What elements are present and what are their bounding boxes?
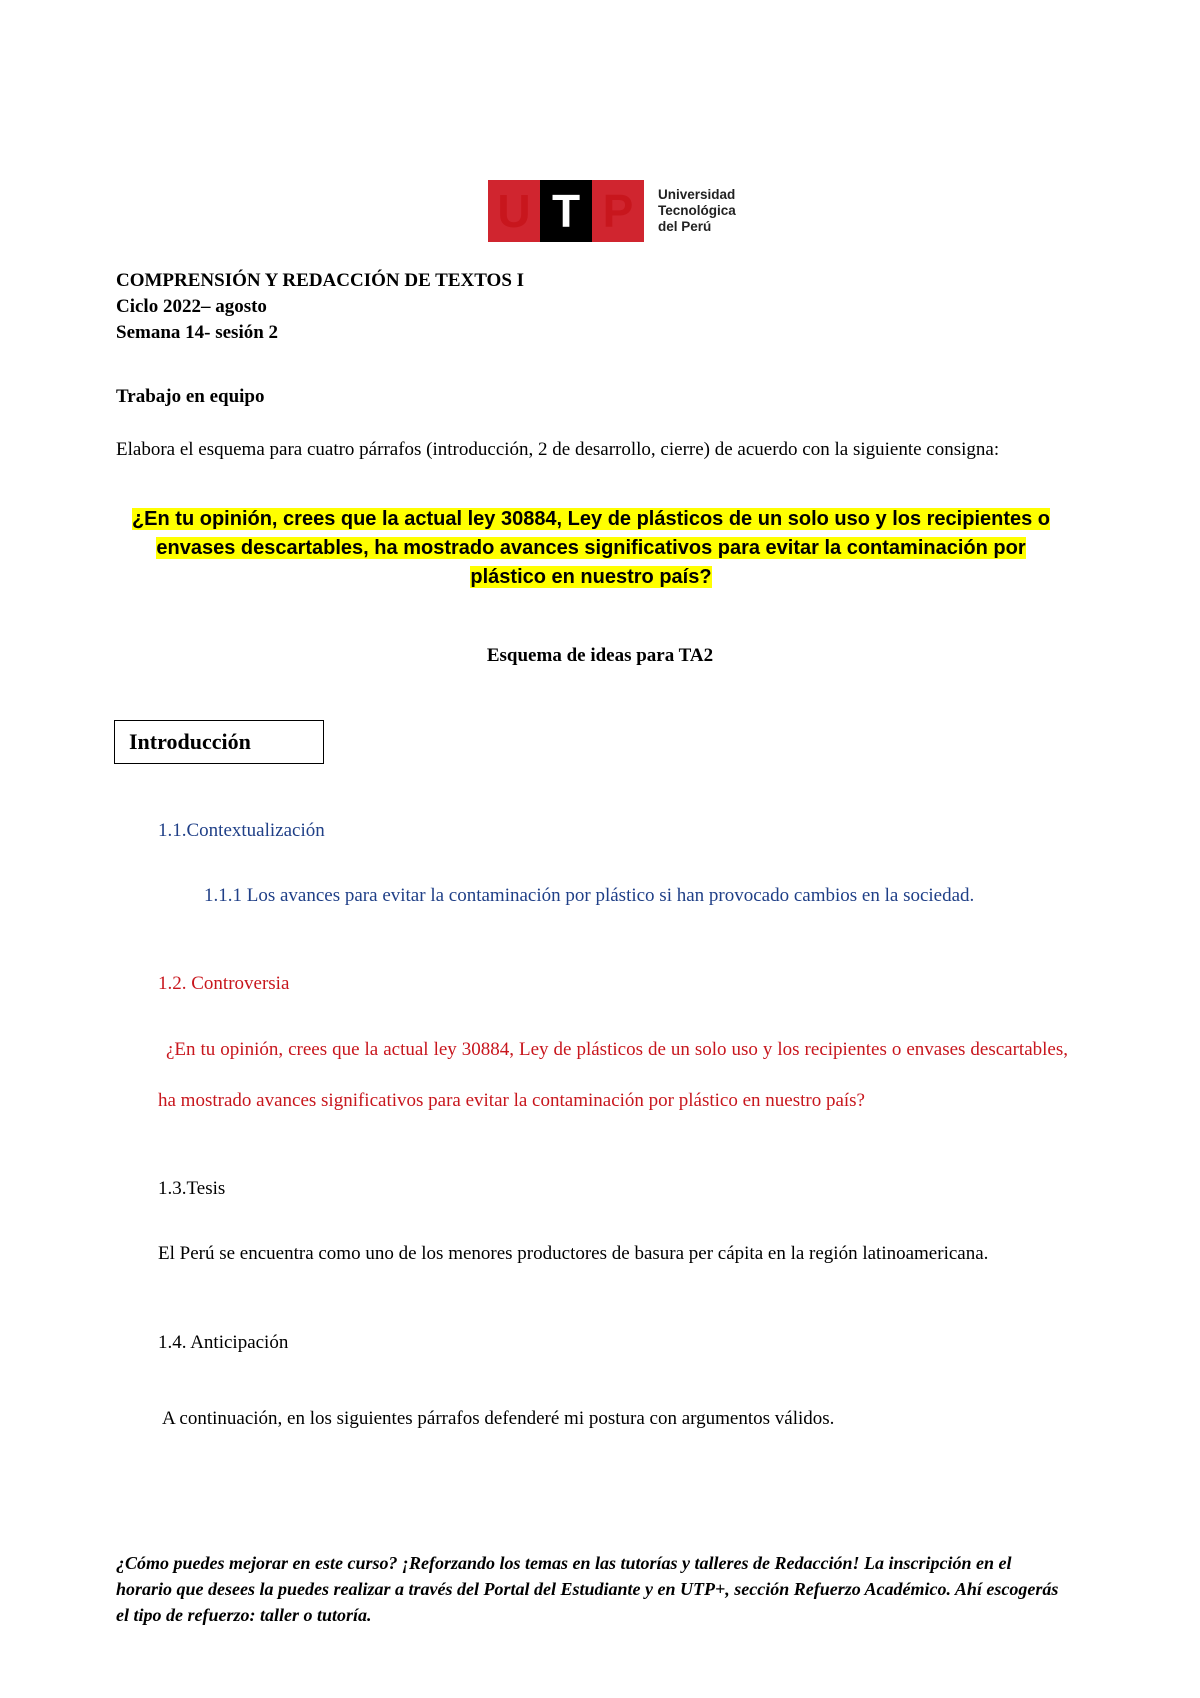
contextualization-heading: 1.1.Contextualización bbox=[158, 820, 325, 841]
week-label: Semana 14- sesión 2 bbox=[116, 322, 279, 343]
introduction-box: Introducción bbox=[114, 720, 324, 764]
logo-text bbox=[658, 187, 736, 235]
utp-logo bbox=[488, 180, 736, 242]
anticipation-heading: 1.4. Anticipación bbox=[158, 1332, 289, 1353]
logo-letter-t: T bbox=[540, 180, 592, 242]
logo-text-line3: del Perú bbox=[658, 219, 712, 234]
anticipation-text: A continuación, en los siguientes párrafos defenderé mi postura con argumentos válidos. bbox=[162, 1408, 835, 1429]
highlighted-question bbox=[116, 505, 1066, 592]
contextualization-point: 1.1.1 Los avances para evitar la contaminación por plástico si han provocado cambios en la sociedad. bbox=[204, 885, 975, 906]
instruction-text: Elabora el esquema para cuatro párrafos (introducción, 2 de desarrollo, cierre) de acuerdo con la siguiente consigna: bbox=[116, 439, 1000, 460]
thesis-heading: 1.3.Tesis bbox=[158, 1178, 226, 1199]
scheme-title: Esquema de ideas para TA2 bbox=[486, 645, 714, 666]
team-work-heading: Trabajo en equipo bbox=[116, 386, 265, 407]
controversy-text: ¿En tu opinión, crees que la actual ley 30884, Ley de plásticos de un solo uso y los recipientes o envases descartables, ha mostrado avances significativos para evitar la contaminación por plástico en nuestro país? bbox=[158, 1039, 1068, 1111]
question-text: ¿En tu opinión, crees que la actual ley 30884, Ley de plásticos de un solo uso y los recipientes o envases descartables, ha mostrado avances significativos para evitar la contaminación por plástico en nuestro país? bbox=[131, 508, 1051, 588]
logo-letter-p: P bbox=[592, 180, 644, 242]
logo-letter-u: U bbox=[488, 180, 540, 242]
logo-text-line1: Universidad bbox=[658, 187, 736, 202]
course-title: COMPRENSIÓN Y REDACCIÓN DE TEXTOS I bbox=[116, 270, 525, 291]
logo-text-line2: Tecnológica bbox=[658, 203, 736, 218]
thesis-text: El Perú se encuentra como uno de los menores productores de basura per cápita en la región latinoamericana. bbox=[158, 1243, 989, 1264]
footer-note: ¿Cómo puedes mejorar en este curso? ¡Reforzando los temas en las tutorías y talleres de Redacción! La inscripción en el horario que desees la puedes realizar a través del Portal del Estudiante y en UTP+, sección Refuerzo Académico. Ahí escogerás el tipo de refuerzo: taller o tutoría. bbox=[116, 1553, 1059, 1625]
controversy-heading: 1.2. Controversia bbox=[158, 973, 290, 994]
cycle-label: Ciclo 2022– agosto bbox=[116, 296, 267, 317]
